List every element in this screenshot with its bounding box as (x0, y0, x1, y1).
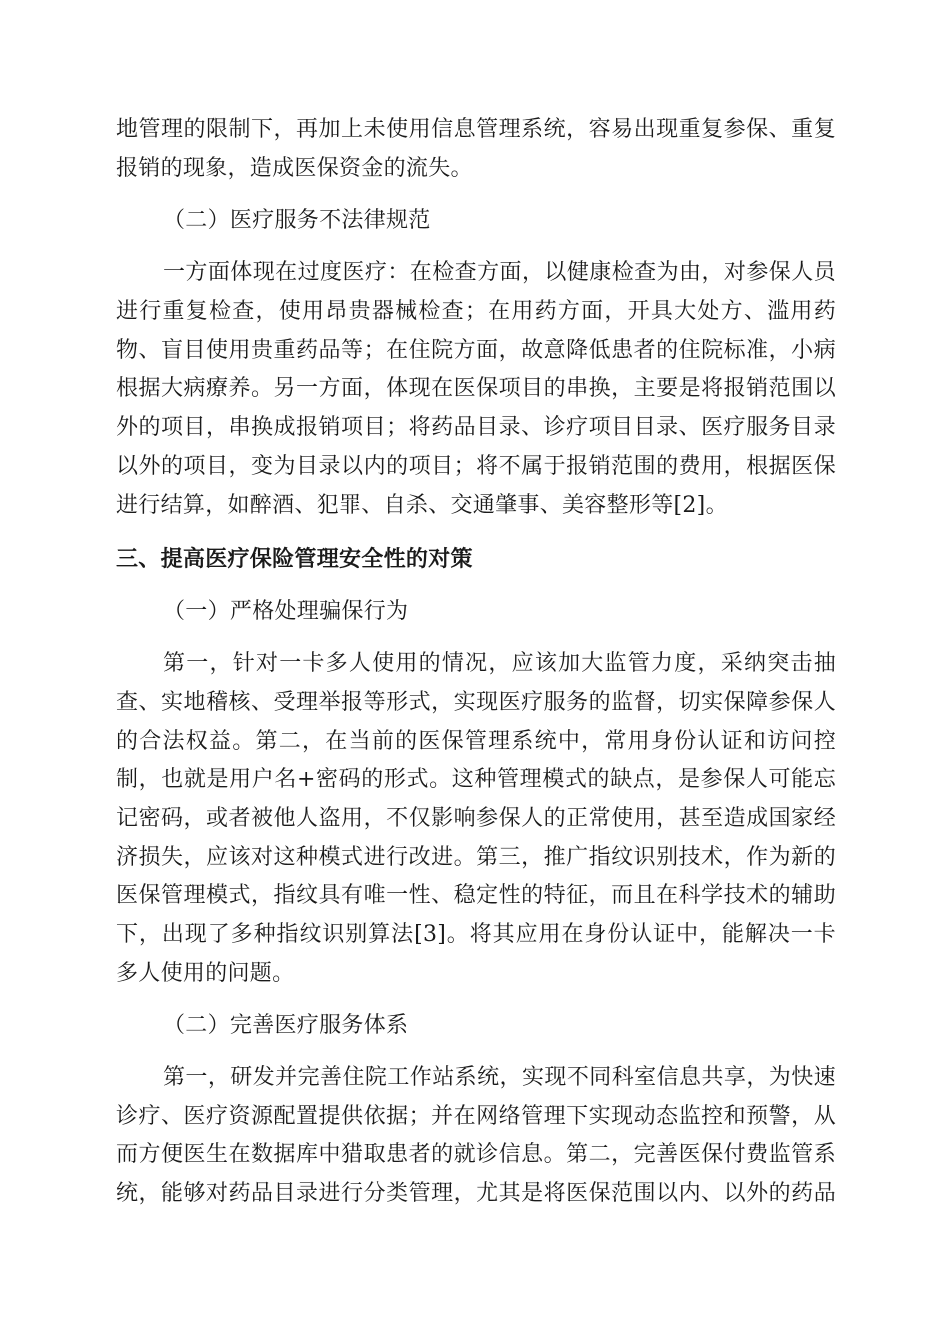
paragraph-line: 一方面体现在过度医疗：在检查方面，以健康检查为由，对参保人员 (163, 260, 836, 285)
paragraph-line: 的合法权益。第二，在当前的医保管理系统中，常用身份认证和访问控 (116, 729, 836, 754)
paragraph-line: 第一，研发并完善住院工作站系统，实现不同科室信息共享，为快速 (163, 1065, 836, 1090)
paragraph-line: 统，能够对药品目录进行分类管理，尤其是将医保范围以内、以外的药品 (116, 1181, 836, 1206)
paragraph-line: 而方便医生在数据库中猎取患者的就诊信息。第二，完善医保付费监管系 (116, 1142, 836, 1167)
paragraph-line: 第一，针对一卡多人使用的情况，应该加大监管力度，采纳突击抽 (163, 651, 836, 676)
paragraph-line: 制，也就是用户名+密码的形式。这种管理模式的缺点，是参保人可能忘 (116, 767, 836, 792)
paragraph-line: 根据大病療养。另一方面，体现在医保项目的串换，主要是将报销范围以 (116, 376, 836, 401)
paragraph-line: 地管理的限制下，再加上未使用信息管理系统，容易出现重复参保、重复 (116, 117, 836, 142)
paragraph-line: 多人使用的问题。 (116, 961, 295, 986)
paragraph-line: 下，出现了多种指纹识别算法[3]。将其应用在身份认证中，能解决一卡 (116, 922, 836, 947)
section-subheading: （二）医疗服务不法律规范 (163, 208, 431, 233)
section-heading: 三、提高医疗保险管理安全性的对策 (116, 547, 473, 572)
paragraph-line: 报销的现象，造成医保资金的流失。 (116, 156, 473, 181)
paragraph-line: 进行重复检查，使用昂贵器械检查；在用药方面，开具大处方、滥用药 (116, 299, 836, 324)
paragraph-line: 外的项目，串换成报销项目；将药品目录、诊疗项目目录、医疗服务目录 (116, 415, 836, 440)
paragraph-line: 诊疗、医疗资源配置提供依据；并在网络管理下实现动态监控和预警，从 (116, 1104, 836, 1129)
paragraph-line: 以外的项目，变为目录以内的项目；将不属于报销范围的费用，根据医保 (116, 454, 836, 479)
paragraph-line: 济损失，应该对这种模式进行改进。第三，推广指纹识别技术，作为新的 (116, 845, 836, 870)
paragraph-line: 查、实地稽核、受理举报等形式，实现医疗服务的监督，切实保障参保人 (116, 690, 836, 715)
section-subheading: （二）完善医疗服务体系 (163, 1013, 409, 1038)
paragraph-line: 进行结算，如醉酒、犯罪、自杀、交通肇事、美容整形等[2]。 (116, 493, 728, 518)
paragraph-line: 物、盲目使用贵重药品等；在住院方面，故意降低患者的住院标准，小病 (116, 338, 836, 363)
paragraph-line: 医保管理模式，指纹具有唯一性、稳定性的特征，而且在科学技术的辅助 (116, 883, 836, 908)
section-subheading: （一）严格处理骗保行为 (163, 599, 409, 624)
paragraph-line: 记密码，或者被他人盗用，不仅影响参保人的正常使用，甚至造成国家经 (116, 806, 836, 831)
